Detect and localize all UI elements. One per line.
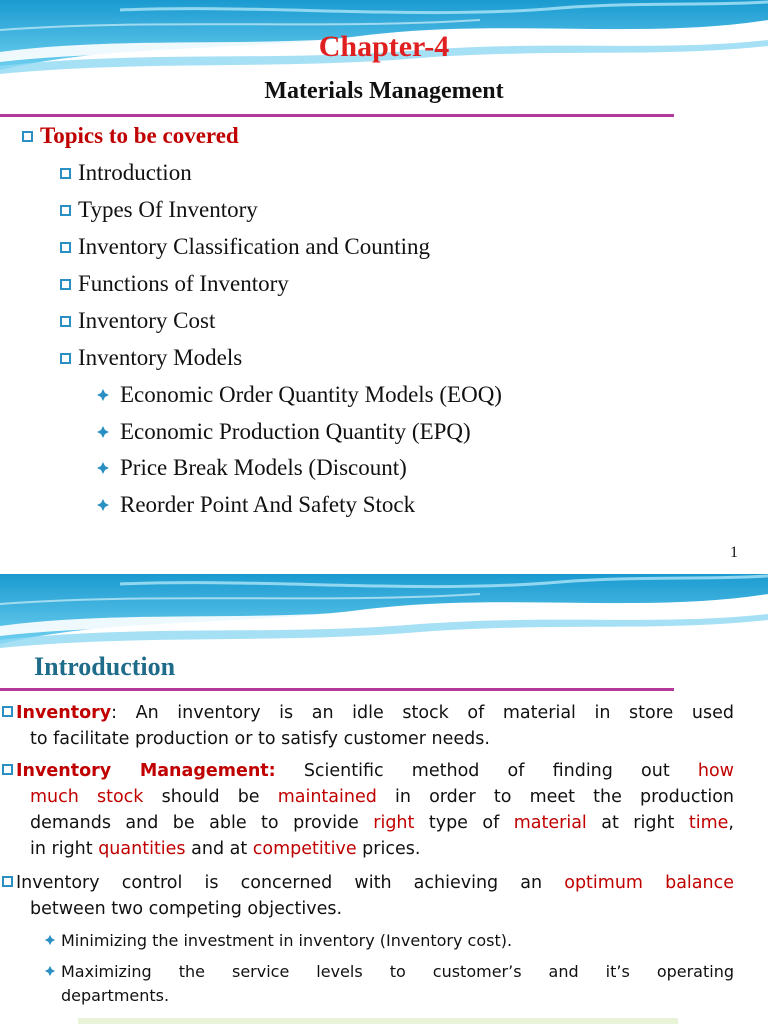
- slide-title: Introduction: [34, 652, 176, 681]
- square-bullet-icon: [2, 876, 13, 887]
- diamond-bullet-icon: [96, 425, 110, 439]
- chapter-title: Chapter-4: [318, 30, 450, 63]
- topic-item: Inventory Cost: [60, 308, 215, 334]
- title-divider: [0, 114, 674, 117]
- inventory-management-definition: Inventory Management: Scientific method of finding out how much stock should be maintained in order to meet the production demands and be able to provide right type of material at right time, in right quantities and at competitive prices.: [0, 758, 734, 862]
- slide-2: [0, 574, 768, 1024]
- slide-subtitle: Materials Management: [264, 78, 504, 104]
- diamond-bullet-icon: [96, 498, 110, 512]
- wave-banner: [0, 574, 768, 664]
- model-item: Reorder Point And Safety Stock: [96, 492, 415, 518]
- diamond-bullet-icon: [96, 461, 110, 475]
- square-bullet-icon: [60, 205, 71, 216]
- footer-bar: [78, 1018, 678, 1024]
- topic-item: Functions of Inventory: [60, 271, 289, 297]
- square-bullet-icon: [2, 706, 13, 717]
- diamond-bullet-icon: [44, 934, 56, 946]
- square-bullet-icon: [2, 764, 13, 775]
- topics-heading: Topics to be covered: [22, 123, 239, 149]
- square-bullet-icon: [60, 279, 71, 290]
- square-bullet-icon: [60, 242, 71, 253]
- model-item: Price Break Models (Discount): [96, 455, 407, 481]
- title-divider: [0, 688, 674, 691]
- topic-item: Inventory Models: [60, 345, 242, 371]
- inventory-definition: Inventory: An inventory is an idle stock of material in store used to facilitate production or to satisfy customer needs.: [0, 700, 734, 752]
- square-bullet-icon: [60, 353, 71, 364]
- square-bullet-icon: [60, 316, 71, 327]
- objective-item: Minimizing the investment in inventory (Inventory cost).: [44, 929, 734, 953]
- topic-item: Types Of Inventory: [60, 197, 258, 223]
- topic-item: Inventory Classification and Counting: [60, 234, 430, 260]
- diamond-bullet-icon: [44, 965, 56, 977]
- inventory-control-paragraph: Inventory control is concerned with achieving an optimum balance between two competing objectives.: [0, 870, 734, 922]
- model-item: Economic Order Quantity Models (EOQ): [96, 382, 502, 408]
- square-bullet-icon: [22, 131, 33, 142]
- square-bullet-icon: [60, 168, 71, 179]
- topic-item: Introduction: [60, 160, 192, 186]
- model-item: Economic Production Quantity (EPQ): [96, 419, 471, 445]
- diamond-bullet-icon: [96, 388, 110, 402]
- page-number: 1: [730, 544, 738, 561]
- objective-item: Maximizing the service levels to customer’s and it’s operating departments.: [44, 960, 734, 1008]
